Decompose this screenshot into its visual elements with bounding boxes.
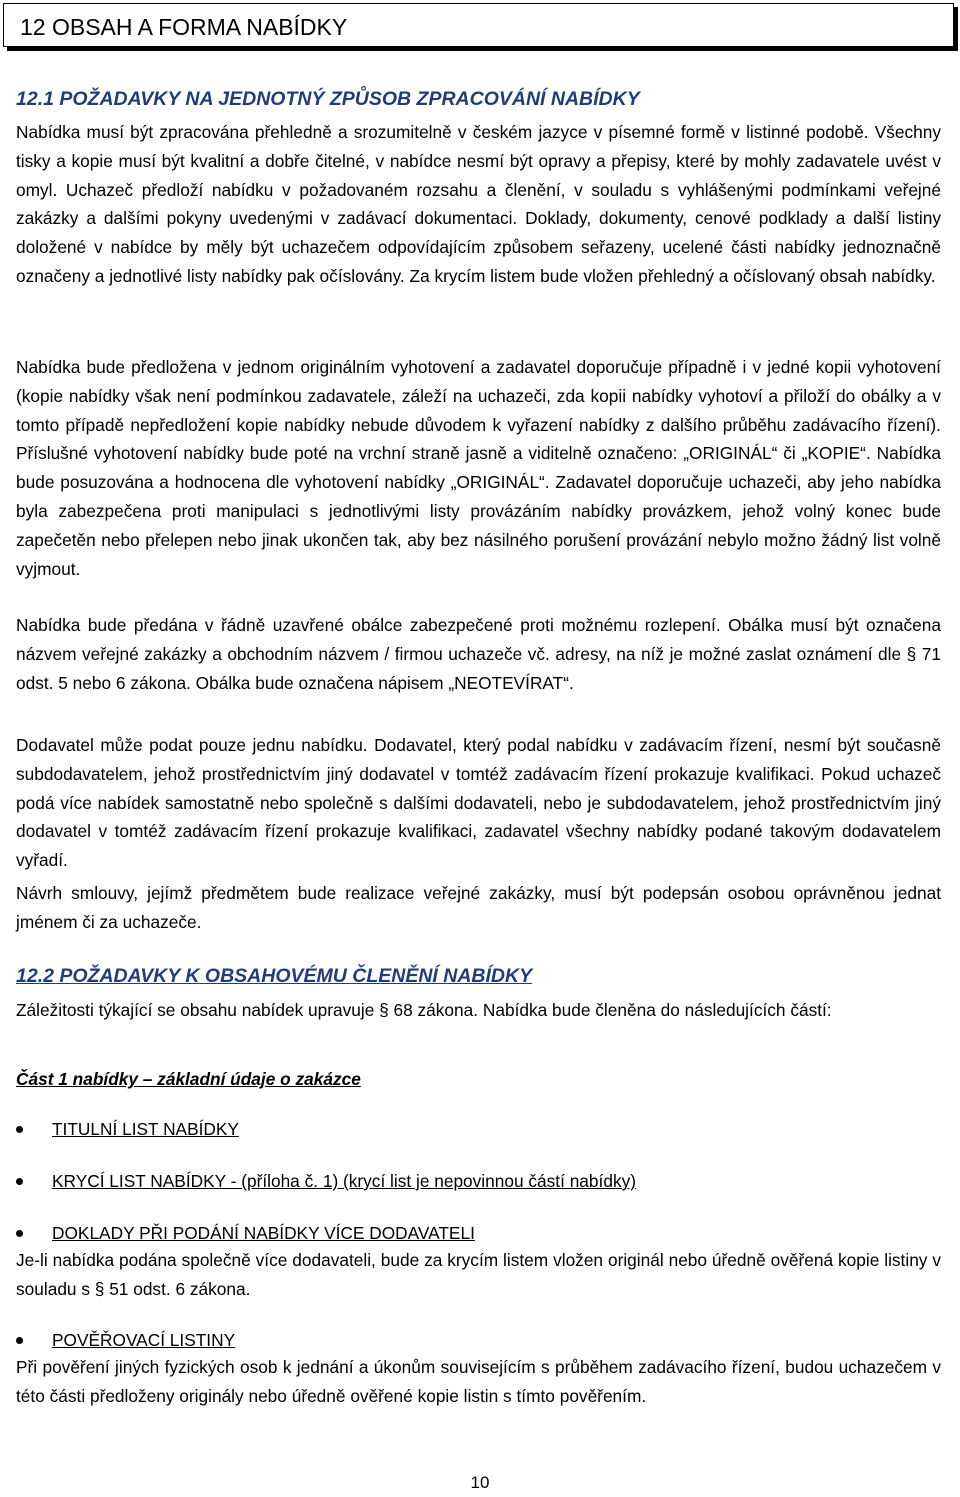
bullet-icon [16,1178,23,1185]
list-item-label [52,1167,636,1195]
list-item-label: DOKLADY PŘI PODÁNÍ NABÍDKY VÍCE DODAVATELI [52,1223,475,1243]
section-title-12-2-text: 12.2 POŽADAVKY K OBSAHOVÉMU ČLENĚNÍ NABÍDKY [16,965,533,987]
list-item-label: POVĚŘOVACÍ LISTINY [52,1330,236,1350]
section-title-12-2 [16,964,532,988]
cover-sheet-note: (krycí list je nepovinnou částí nabídky) [338,1171,636,1191]
paragraph-envelope: Nabídka bude předána v řádně uzavřené obálce zabezpečené proti možnému rozlepení. Obálka musí být označena názvem veřejné zakázky a obchodním názvem / firmou uchazeče vč. adresy, na níž je možné zaslat oznámení dle § 71 odst. 5 nebo 6 zákona. Obálka bude označena nápisem „NEOTEVÍRAT“. [16,615,941,693]
paragraph-original-and-copy: Nabídka bude předložena v jednom originálním vyhotovení a zadavatel doporučuje případně i v jedné kopii vyhotovení (kopie nabídky však není podmínkou zadavatele, záleží na uchazeči, zda kopii nabídky vyhotoví a přiloží do obálky a v tomto případě nepředložení kopie nabídky nebude důvodem k vyřazení nabídky z dalšího průběhu zadávacího řízení). Příslušné vyhotovení nabídky bude poté na vrchní straně jasně a viditelně označeno: „ORIGINÁL“ či „KOPIE“. Nabídka bude posuzována a hodnocena dle vyhotovení nabídky „ORIGINÁL“. Zadavatel doporučuje uchazeči, aby jeho nabídka byla zabezpečena proti manipulaci s jednotlivými listy provázáním nabídky provázkem, jehož volný konec bude zapečetěn nebo přelepen nebo jinak ukončen tak, aby bez násilného porušení provázání nebylo možno žádný list volně vyjmout. [16,357,941,579]
list-item-label: TITULNÍ LIST NABÍDKY [52,1119,239,1139]
page-number: 10 [470,1473,490,1492]
part-1-heading: Část 1 nabídky – základní údaje o zakázce [16,1069,361,1089]
section-title-12-1: 12.1 POŽADAVKY NA JEDNOTNÝ ZPŮSOB ZPRACOVÁNÍ NABÍDKY [16,88,640,110]
paragraph-formal-requirements: Nabídka musí být zpracována přehledně a srozumitelně v českém jazyce v písemné formě v listinné podobě. Všechny tisky a kopie musí být kvalitní a dobře čitelné, v nabídce nesmí být opravy a přepisy, které by mohly zadavatele uvést v omyl. Uchazeč předloží nabídku v požadovaném rozsahu a členění, v souladu s vyhlášenými podmínkami veřejné zakázky a dalšími pokyny uvedenými v zadávací dokumentaci. Doklady, dokumenty, cenové podklady a další listiny doložené v nabídce by měly být uchazečem odpovídajícím způsobem seřazeny, ucelené části nabídky jednoznačně označeny a jednotlivé listy nabídky pak očíslovány. Za krycím listem bude vložen přehledný a očíslovaný obsah nabídky. [16,122,941,286]
paragraph-structure-intro: Záležitosti týkající se obsahu nabídek upravuje § 68 zákona. Nabídka bude členěna do následujících částí: [16,1000,832,1020]
chapter-title: 12 OBSAH A FORMA NABÍDKY [20,14,348,40]
paragraph-authorization: Při pověření jiných fyzických osob k jednání a úkonům souvisejícím s průběhem zadávacího řízení, budou uchazečem v této části předloženy originály nebo úředně ověřené kopie listin s tímto pověřením. [16,1357,941,1406]
paragraph-contract-draft: Návrh smlouvy, jejímž předmětem bude realizace veřejné zakázky, musí být podepsán osobou oprávněnou jednat jménem či za uchazeče. [16,883,941,932]
paragraph-single-offer: Dodavatel může podat pouze jednu nabídku. Dodavatel, který podal nabídku v zadávacím řízení, nesmí být současně subdodavatelem, jehož prostřednictvím jiný dodavatel v tomtéž zadávacím řízení prokazuje kvalifikaci. Pokud uchazeč podá více nabídek samostatně nebo společně s dalšími dodavateli, nebo je subdodavatelem, jehož prostřednictvím jiný dodavatel v tomtéž zadávacím řízení prokazuje kvalifikaci, zadavatel všechny nabídky podané takovým dodavatelem vyřadí. [16,735,941,871]
paragraph-joint-bid: Je-li nabídka podána společně více dodavateli, bude za krycím listem vložen originál nebo úředně ověřená kopie listiny v souladu s § 51 odst. 6 zákona. [16,1250,941,1299]
bullet-icon [16,1337,23,1344]
bullet-icon [16,1126,23,1133]
cover-sheet-label: KRYCÍ LIST NABÍDKY - (příloha č. 1) [52,1171,339,1191]
bullet-icon [16,1230,23,1237]
chapter-heading-box [3,3,954,47]
